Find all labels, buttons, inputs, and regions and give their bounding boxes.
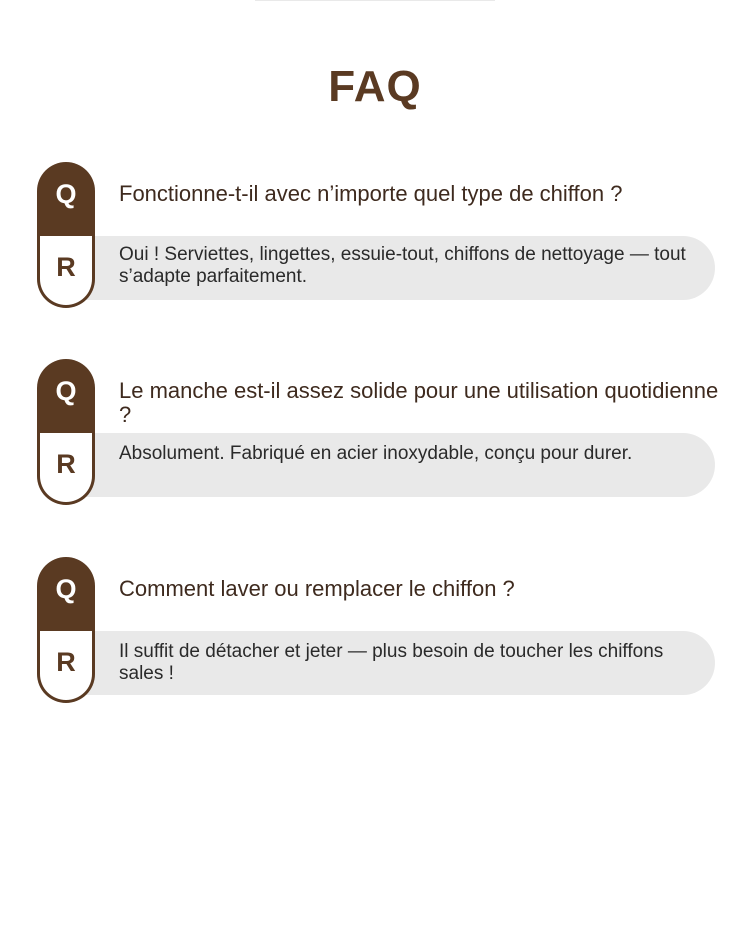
top-divider bbox=[255, 0, 495, 1]
faq-item bbox=[0, 162, 750, 312]
answer-text: Absolument. Fabriqué en acier inoxydable, conçu pour durer. bbox=[119, 443, 633, 464]
page-title: FAQ bbox=[328, 62, 422, 111]
answer-text: Oui ! Serviettes, lingettes, essuie-tout, chiffons de nettoyage — tout s’adapte parfaitement. bbox=[119, 244, 686, 287]
answer-marker: R bbox=[56, 252, 76, 282]
question-text: Le manche est-il assez solide pour une utilisation quotidienne ? bbox=[119, 378, 719, 427]
question-marker: Q bbox=[55, 376, 77, 406]
question-text: Fonctionne-t-il avec n’importe quel type de chiffon ? bbox=[119, 181, 623, 206]
answer-marker: R bbox=[56, 647, 76, 677]
question-marker: Q bbox=[55, 574, 77, 604]
question-marker: Q bbox=[55, 179, 77, 209]
answer-marker: R bbox=[56, 449, 76, 479]
faq-item bbox=[0, 359, 750, 509]
question-text: Comment laver ou remplacer le chiffon ? bbox=[119, 576, 515, 601]
answer-text: Il suffit de détacher et jeter — plus besoin de toucher les chiffons sales ! bbox=[119, 641, 664, 684]
faq-item bbox=[0, 557, 750, 707]
